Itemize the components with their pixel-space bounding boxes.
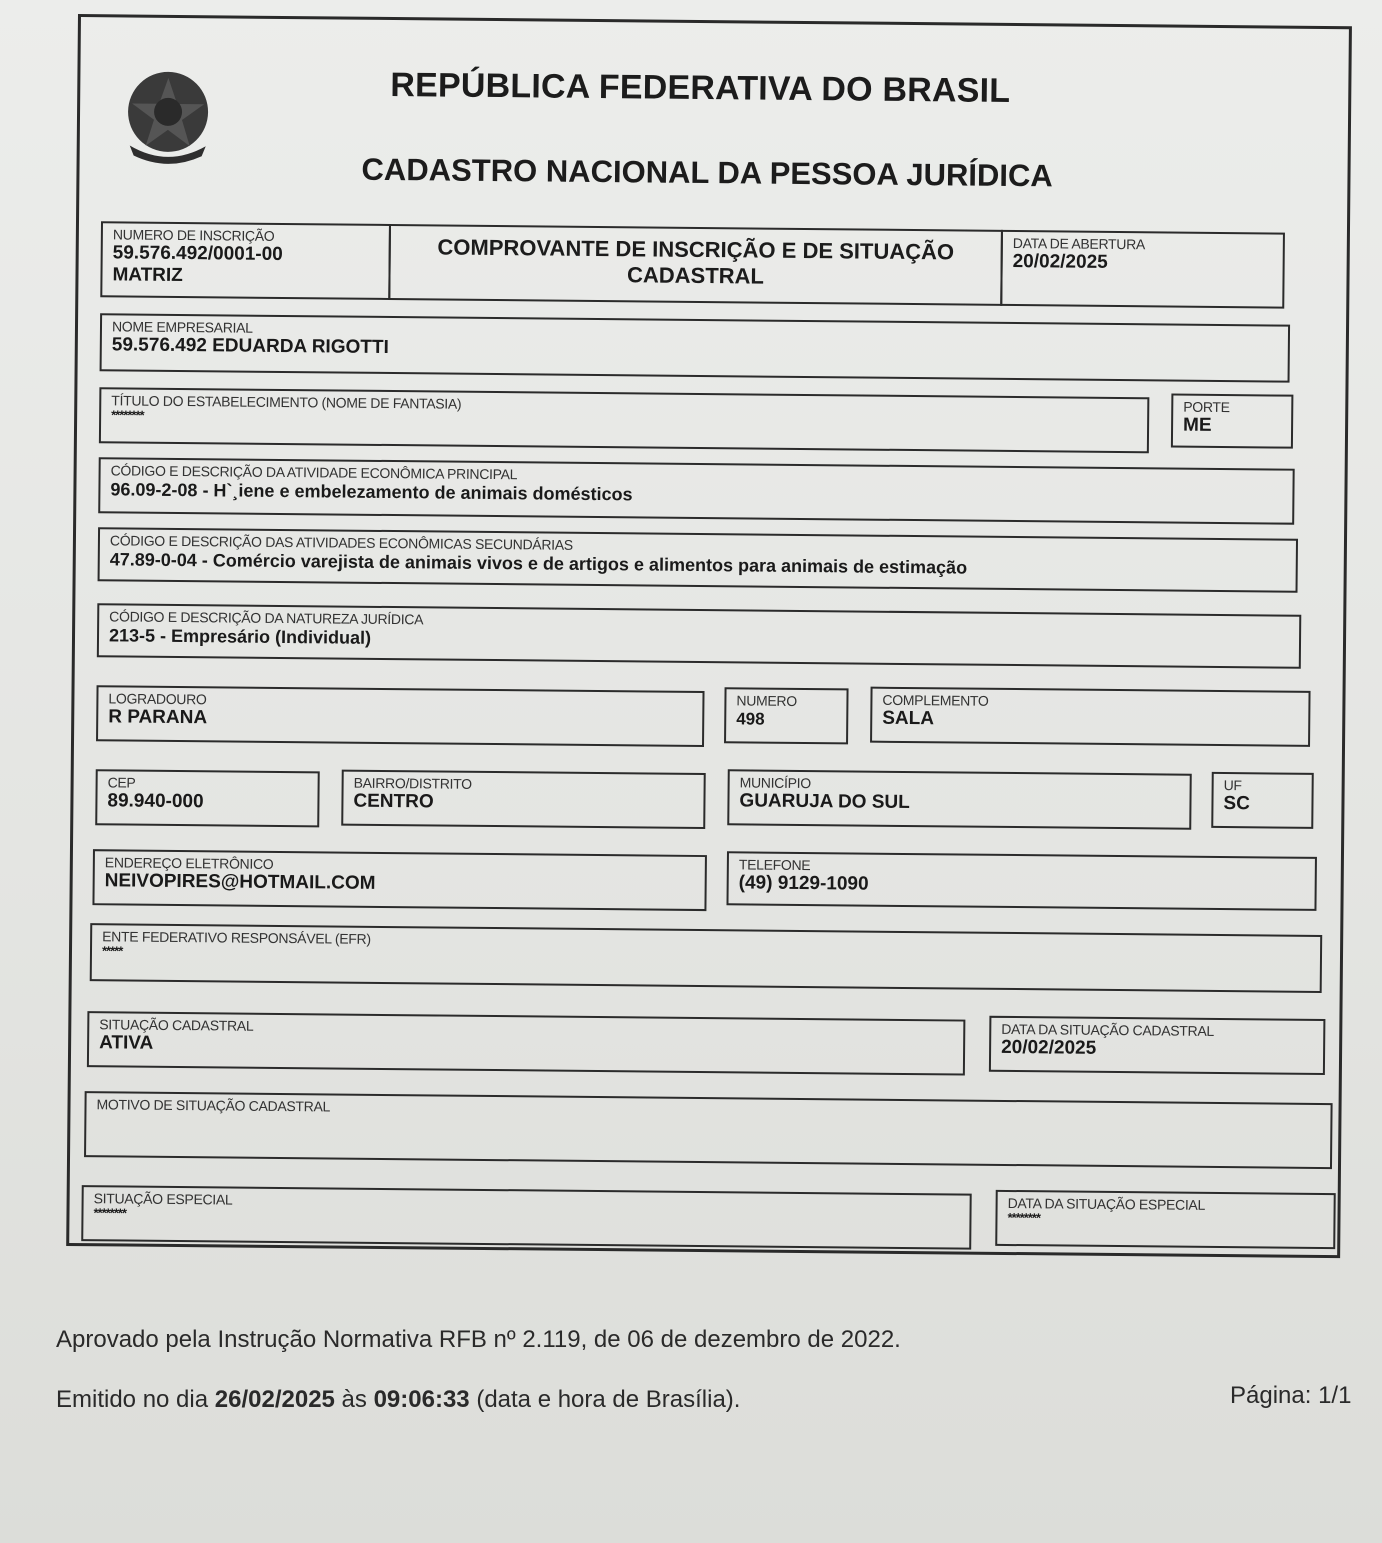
bairro-box	[341, 770, 706, 829]
abertura-label: DATA DE ABERTURA	[1012, 234, 1146, 253]
inscricao-tipo: MATRIZ	[112, 264, 183, 287]
bairro-value: CENTRO	[353, 790, 434, 813]
emitido-mid: às	[334, 1386, 374, 1413]
footer-aprovado: Aprovado pela Instrução Normativa RFB nº 2.119, de 06 de dezembro de 2022.	[56, 1326, 901, 1353]
situacao-especial-box	[81, 1185, 971, 1250]
uf-box	[1211, 772, 1314, 829]
situacao-label: SITUAÇÃO CADASTRAL	[99, 1016, 254, 1034]
situacao-especial-value: ********	[93, 1205, 127, 1221]
complemento-box	[870, 687, 1311, 747]
comprovante-box	[388, 224, 1003, 306]
logradouro-box	[96, 685, 705, 747]
municipio-box	[727, 769, 1192, 829]
emitido-hora: 09:06:33	[373, 1386, 470, 1413]
efr-value: *****	[101, 943, 123, 959]
inscricao-label: NUMERO DE INSCRIÇÃO	[112, 226, 275, 244]
situacao-especial-label: SITUAÇÃO ESPECIAL	[93, 1190, 233, 1208]
abertura-value: 20/02/2025	[1012, 250, 1108, 273]
footer-pagina: Página: 1/1	[1230, 1382, 1352, 1409]
telefone-value: (49) 9129-1090	[738, 872, 869, 895]
bairro-label: BAIRRO/DISTRITO	[353, 774, 472, 792]
complemento-label: COMPLEMENTO	[882, 691, 989, 709]
data-situacao-especial-label: DATA DA SITUAÇÃO ESPECIAL	[1007, 1194, 1206, 1213]
efr-label: ENTE FEDERATIVO RESPONSÁVEL (EFR)	[102, 928, 371, 947]
natureza-juridica-label: CÓDIGO E DESCRIÇÃO DA NATUREZA JURÍDICA	[109, 608, 424, 628]
comprovante-line1: COMPROVANTE DE INSCRIÇÃO E DE SITUAÇÃO	[437, 234, 955, 265]
nome-empresarial-value: 59.576.492 EDUARDA RIGOTTI	[111, 334, 389, 358]
complemento-value: SALA	[882, 707, 935, 730]
situacao-value: ATIVA	[99, 1032, 154, 1054]
numero-box	[724, 687, 849, 744]
municipio-value: GUARUJA DO SUL	[739, 790, 910, 814]
atividades-secundarias-label: CÓDIGO E DESCRIÇÃO DAS ATIVIDADES ECONÔMICAS SECUNDÁRIAS	[109, 532, 573, 553]
logradouro-value: R PARANA	[108, 706, 208, 729]
situacao-box	[87, 1011, 965, 1075]
numero-value: 498	[736, 709, 765, 729]
header-subtitle: CADASTRO NACIONAL DA PESSOA JURÍDICA	[361, 151, 1053, 194]
coat-of-arms-icon	[122, 67, 215, 168]
emitido-data: 26/02/2025	[214, 1386, 335, 1413]
footer-emitido	[56, 1386, 740, 1414]
data-situacao-label: DATA DA SITUAÇÃO CADASTRAL	[1001, 1020, 1214, 1039]
porte-box	[1171, 394, 1294, 449]
header-title: REPÚBLICA FEDERATIVA DO BRASIL	[390, 66, 1011, 110]
email-box	[92, 849, 707, 911]
efr-box	[90, 923, 1323, 993]
abertura-box	[1000, 230, 1285, 309]
logradouro-label: LOGRADOURO	[108, 690, 207, 708]
titulo-box	[99, 387, 1149, 453]
data-situacao-value: 20/02/2025	[1001, 1036, 1097, 1059]
nome-empresarial-box	[100, 313, 1291, 382]
atividade-principal-value: 96.09-2-08 - H`¸iene e embelezamento de animais domésticos	[110, 479, 633, 505]
email-label: ENDEREÇO ELETRÔNICO	[104, 854, 274, 872]
cep-box	[95, 769, 320, 827]
uf-label: UF	[1223, 777, 1242, 794]
nome-empresarial-label: NOME EMPRESARIAL	[111, 318, 253, 336]
atividade-principal-box	[98, 457, 1294, 524]
atividades-secundarias-box	[98, 527, 1298, 593]
telefone-box	[726, 851, 1316, 911]
motivo-label: MOTIVO DE SITUAÇÃO CADASTRAL	[96, 1096, 331, 1115]
data-situacao-especial-value: ********	[1007, 1209, 1041, 1226]
emitido-prefix: Emitido no dia	[56, 1386, 215, 1413]
data-situacao-especial-box	[995, 1190, 1336, 1249]
email-value: NEIVOPIRES@HOTMAIL.COM	[104, 870, 376, 894]
atividade-principal-label: CÓDIGO E DESCRIÇÃO DA ATIVIDADE ECONÔMICA PRINCIPAL	[110, 462, 518, 483]
numero-label: NUMERO	[736, 692, 797, 709]
titulo-label: TÍTULO DO ESTABELECIMENTO (NOME DE FANTASIA)	[111, 392, 462, 412]
uf-value: SC	[1223, 793, 1250, 815]
municipio-label: MUNICÍPIO	[739, 774, 811, 792]
porte-value: ME	[1183, 414, 1212, 436]
inscricao-box	[100, 221, 391, 300]
motivo-box	[84, 1091, 1333, 1169]
telefone-label: TELEFONE	[738, 856, 811, 874]
data-situacao-box	[989, 1016, 1326, 1075]
cep-label: CEP	[107, 774, 136, 791]
comprovante-line2: CADASTRAL	[626, 262, 765, 289]
cep-value: 89.940-000	[107, 790, 204, 813]
atividades-secundarias-value: 47.89-0-04 - Comércio varejista de animais vivos e de artigos e alimentos para animais de estimação	[109, 549, 968, 578]
natureza-juridica-value: 213-5 - Empresário (Individual)	[108, 625, 372, 648]
porte-label: PORTE	[1183, 398, 1230, 416]
titulo-value: ********	[111, 407, 144, 423]
document-frame	[66, 14, 1352, 1258]
emitido-suffix: (data e hora de Brasília).	[469, 1386, 741, 1413]
natureza-juridica-box	[97, 603, 1301, 669]
inscricao-numero: 59.576.492/0001-00	[112, 242, 283, 265]
